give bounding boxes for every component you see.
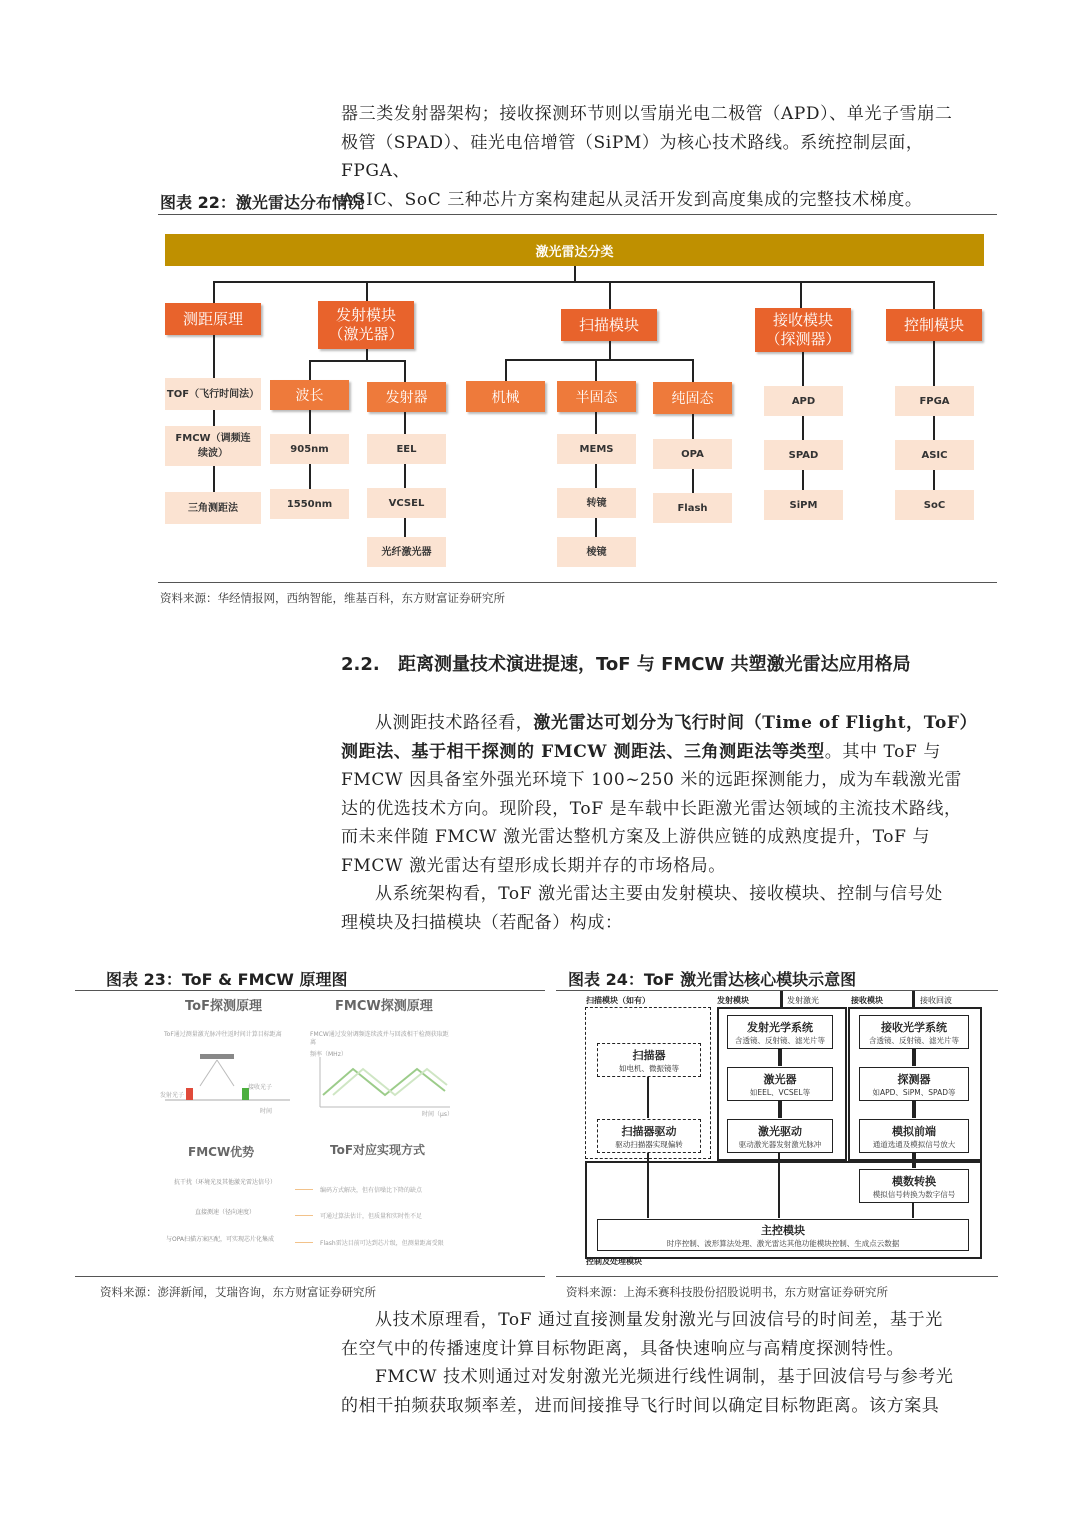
arrow-line (912, 1049, 916, 1066)
connector (802, 352, 804, 386)
connector (595, 412, 597, 434)
box-title: 扫描器驱动 (621, 1124, 677, 1138)
arrow-line (778, 1049, 782, 1066)
laser-drive-box (727, 1119, 833, 1153)
body-paragraph-3 (341, 1306, 991, 1420)
leaf-fpga: FPGA (895, 386, 974, 416)
tof-time-label: 时间 (260, 1108, 273, 1115)
text-line: FMCW 技术则通过对发射激光光频进行线性调制，基于回波信号与参考光 (375, 1367, 954, 1387)
box-desc: 通道选通及模拟信号放大 (872, 1139, 956, 1149)
panel-title-fmcw: FMCW探测原理 (335, 999, 433, 1014)
tof-fmcw-principle-diagram (150, 993, 470, 1268)
advantages-title: FMCW优势 (188, 1145, 255, 1159)
tof-core-module-diagram (583, 993, 983, 1265)
divider (556, 1276, 998, 1277)
connector (213, 281, 935, 283)
category-ranging-principle: 测距原理 (165, 303, 261, 335)
category-label: 发射模块 (335, 306, 396, 324)
arrow-line (778, 1101, 782, 1118)
tof-pulse-plot (160, 1048, 300, 1118)
figure-22-source: 资料来源：华经情报网，西纳智能，维基百科，东方财富证券研究所 (160, 591, 505, 605)
divider (158, 214, 997, 215)
text-line: 的相干拍频获取频率差，进而间接推导飞行时间以确定目标物距离。该方案具 (341, 1395, 940, 1416)
box-title: 发射光学系统 (747, 1020, 813, 1034)
connector (404, 412, 406, 434)
top-paragraph (341, 100, 991, 214)
box-desc: 如APD、SiPM、SPAD等 (872, 1087, 956, 1097)
bold-text: 测距法、基于相干探测的 FMCW 测距法、三角测距法等类型 (341, 741, 825, 762)
box-title: 模数转换 (892, 1174, 936, 1188)
connector (933, 281, 935, 309)
sub-mechanical: 机械 (466, 381, 545, 412)
connector (404, 360, 406, 382)
connector (574, 266, 576, 282)
connector (595, 518, 597, 537)
connector (404, 464, 406, 488)
box-desc: 含透镜、反射镜、滤光片等 (735, 1035, 825, 1045)
text-line: 极管（SPAD）、硅光电倍增管（SiPM）为核心技术路线。系统控制层面，FPGA、 (341, 132, 924, 181)
analog-frontend-box (859, 1119, 969, 1153)
connector (933, 416, 935, 440)
section-heading (341, 650, 911, 676)
main-control-box (597, 1219, 969, 1251)
leaf-asic: ASIC (895, 440, 974, 470)
leaf-opa: OPA (653, 439, 732, 469)
leaf-mems: MEMS (557, 434, 636, 464)
figure-23-title: 图表 23：ToF & FMCW 原理图 (106, 970, 348, 989)
detector-box (859, 1067, 969, 1101)
box-title: 扫描器 (632, 1048, 666, 1062)
connector (800, 281, 802, 308)
category-scanning-module: 扫描模块 (561, 309, 657, 341)
text-line: 而未来伴随 FMCW 激光雷达整机方案及上游供应链的成熟度提升，ToF 与 (341, 827, 931, 847)
divider (158, 582, 997, 583)
category-label: （激光器） (328, 325, 404, 343)
connector (213, 281, 215, 303)
tree-root: 激光雷达分类 (165, 234, 984, 266)
control-module-label: 控制及处理模块 (586, 1257, 642, 1266)
connector (213, 466, 215, 492)
arrow-line (647, 1077, 649, 1118)
figure-24-title: 图表 24：ToF 激光雷达核心模块示意图 (568, 970, 857, 989)
connector (609, 281, 611, 309)
sub-semi-solid: 半固态 (557, 381, 636, 412)
leaf-flash: Flash (653, 493, 732, 523)
section-title: 距离测量技术演进提速，ToF 与 FMCW 共塑激光雷达应用格局 (398, 654, 911, 675)
connector (692, 414, 694, 439)
category-label: 接收模块 (772, 311, 833, 329)
connector (595, 359, 597, 381)
body-paragraph-1 (341, 709, 991, 880)
fmcw-chirp-plot (315, 1055, 455, 1115)
connector (309, 360, 406, 362)
arrow-line (647, 1153, 649, 1218)
connector (692, 359, 694, 382)
leaf-apd: APD (764, 386, 843, 416)
text-line: 达的优选技术方向。现阶段，ToF 是车载中长距激光雷达领域的主流技术路线， (341, 798, 962, 819)
category-emitter-module (318, 301, 414, 349)
arrow-line (295, 1242, 313, 1243)
text-line: 器三类发射器架构；接收探测环节则以雪崩光电二极管（APD）、单光子雪崩二 (341, 104, 953, 124)
connector (692, 469, 694, 493)
recv-module-label: 接收模块 (851, 996, 883, 1005)
leaf-soc: SoC (895, 490, 974, 520)
text-line (341, 738, 991, 767)
arrow-line (912, 1101, 916, 1118)
arrow-line (912, 1153, 916, 1168)
box-desc: 驱动扫描器实现偏转 (615, 1139, 683, 1149)
leaf-triangulation: 三角测距法 (165, 492, 261, 524)
emit-optics-box (727, 1015, 833, 1049)
connector (309, 464, 311, 489)
connector (802, 470, 804, 490)
box-desc: 如电机、微振镜等 (619, 1063, 679, 1073)
connector (366, 281, 368, 301)
leaf-eel: EEL (367, 434, 446, 464)
arrow-line (912, 1203, 914, 1218)
emit-module-label: 发射模块 (717, 996, 749, 1005)
text-line: 理模块及扫描模块（若配备）构成： (341, 912, 623, 933)
connector (309, 360, 311, 380)
text-line: 在空气中的传播速度计算目标物距离，具备快速响应与高精度探测特性。 (341, 1338, 905, 1359)
box-title: 探测器 (897, 1072, 931, 1086)
box-desc: 模拟信号转换为数字信号 (872, 1189, 956, 1199)
sub-pure-solid: 纯固态 (653, 382, 732, 414)
leaf-tof: TOF（飞行时间法） (165, 378, 261, 410)
connector (609, 341, 611, 360)
scanner-box (597, 1043, 701, 1077)
box-desc: 驱动激光器发射激光脉冲 (738, 1139, 822, 1149)
box-desc: 含透镜、反射镜、滤光片等 (869, 1035, 959, 1045)
fmcw-frequency-label: 频率（MHz） (310, 1051, 347, 1058)
arrow-line (295, 1189, 313, 1190)
connector (505, 359, 694, 361)
connector (505, 359, 507, 381)
divider (75, 1276, 545, 1277)
box-desc: 如EEL、VCSEL等 (749, 1087, 811, 1097)
connector (933, 470, 935, 490)
leaf-spad: SPAD (764, 440, 843, 470)
connector (213, 335, 215, 378)
bold-text: 激光雷达可划分为飞行时间（Time of Flight，ToF） (533, 713, 978, 733)
arrow-line (295, 1215, 313, 1216)
advantage-item: 直接测速（径向速度） (194, 1209, 255, 1216)
adc-box (859, 1169, 969, 1203)
text-line: ASIC、SoC 三种芯片方案构建起从灵活开发到高度集成的完整技术梯度。 (341, 189, 923, 210)
advantage-item: 与OPA扫描方案匹配，可实现芯片化集成 (165, 1236, 275, 1243)
leaf-prism: 棱镜 (557, 537, 636, 567)
box-title: 激光驱动 (758, 1124, 802, 1138)
leaf-905nm: 905nm (270, 434, 349, 464)
leaf-rotating-mirror: 转镜 (557, 488, 636, 518)
tof-receive-label: 接收光子 (248, 1084, 273, 1091)
box-title: 模拟前端 (892, 1124, 936, 1138)
laser-box (727, 1067, 833, 1101)
implementation-title: ToF对应实现方式 (330, 1143, 426, 1157)
text-line: FMCW 因具备室外强光环境下 100~250 米的远距探测能力，成为车载激光雷 (341, 770, 963, 790)
section-number: 2.2. (341, 654, 380, 675)
connector (595, 464, 597, 488)
up-arrow-icon (780, 991, 783, 1007)
connector (933, 341, 935, 386)
implementation-item: 编码方式解决，但有信噪比下降的缺点 (320, 1187, 423, 1194)
fmcw-time-label: 时间（μs） (422, 1111, 453, 1118)
figure-22-title: 图表 22：激光雷达分布情况 (160, 193, 364, 212)
leaf-1550nm: 1550nm (270, 489, 349, 519)
implementation-item: Flash雷达目前可达到芯片级，但测量距离受限 (320, 1240, 444, 1247)
down-arrow-icon (912, 991, 915, 1007)
divider (556, 990, 998, 991)
scanner-drive-box (597, 1119, 701, 1153)
text-span: 从测距技术路径看， (375, 713, 534, 733)
connector (404, 518, 406, 537)
text-line (341, 709, 991, 738)
box-title: 主控模块 (761, 1223, 805, 1237)
arrow-line (778, 1153, 780, 1218)
leaf-sipm: SiPM (764, 490, 843, 520)
fmcw-description: FMCW通过发射调频连续波并与回波相干检测获取距离 (310, 1031, 449, 1046)
leaf-fiber-laser: 光纤激光器 (367, 537, 446, 567)
implementation-item: 可通过算法估计，但质量和实时性不足 (320, 1213, 423, 1220)
text-span: 。其中 ToF 与 (824, 741, 942, 762)
text-line: 从系统架构看，ToF 激光雷达主要由发射模块、接收模块、控制与信号处 (375, 884, 943, 904)
category-receiver-module (755, 308, 851, 352)
text-line: FMCW 激光雷达有望形成长期并存的市场格局。 (341, 855, 726, 876)
leaf-vcsel: VCSEL (367, 488, 446, 518)
category-label: （探测器） (765, 330, 841, 348)
sub-emitter: 发射器 (367, 382, 446, 412)
box-desc: 时序控制、波形算法处理、激光雷达其他功能模块控制、生成点云数据 (666, 1238, 900, 1248)
figure-23-source: 资料来源：澎湃新闻，艾瑞咨询，东方财富证券研究所 (100, 1285, 376, 1299)
figure-24-source: 资料来源：上海禾赛科技股份招股说明书，东方财富证券研究所 (566, 1285, 888, 1299)
tof-emit-label: 发射光子 (160, 1092, 185, 1099)
box-title: 接收光学系统 (881, 1020, 947, 1034)
connector (213, 410, 215, 426)
recv-optics-box (859, 1015, 969, 1049)
connector (309, 410, 311, 434)
tof-description: ToF通过测量激光脉冲往返时间计算目标距离 (164, 1031, 282, 1038)
recv-arrow-label: 接收回波 (920, 996, 952, 1005)
body-paragraph-2 (341, 880, 991, 937)
advantage-item: 抗干扰（环境光及其他激光雷达信号） (173, 1179, 276, 1186)
sub-wavelength: 波长 (270, 380, 349, 410)
connector (802, 416, 804, 440)
category-control-module: 控制模块 (886, 309, 982, 341)
divider (75, 990, 545, 991)
scan-module-label: 扫描模块（如有） (586, 996, 650, 1005)
panel-title-tof: ToF探测原理 (185, 999, 262, 1014)
box-title: 激光器 (763, 1072, 797, 1086)
text-line: 从技术原理看，ToF 通过直接测量发射激光与回波信号的时间差，基于光 (375, 1310, 943, 1330)
leaf-fmcw: FMCW（调频连续波） (165, 426, 261, 466)
emit-arrow-label: 发射激光 (787, 996, 819, 1005)
